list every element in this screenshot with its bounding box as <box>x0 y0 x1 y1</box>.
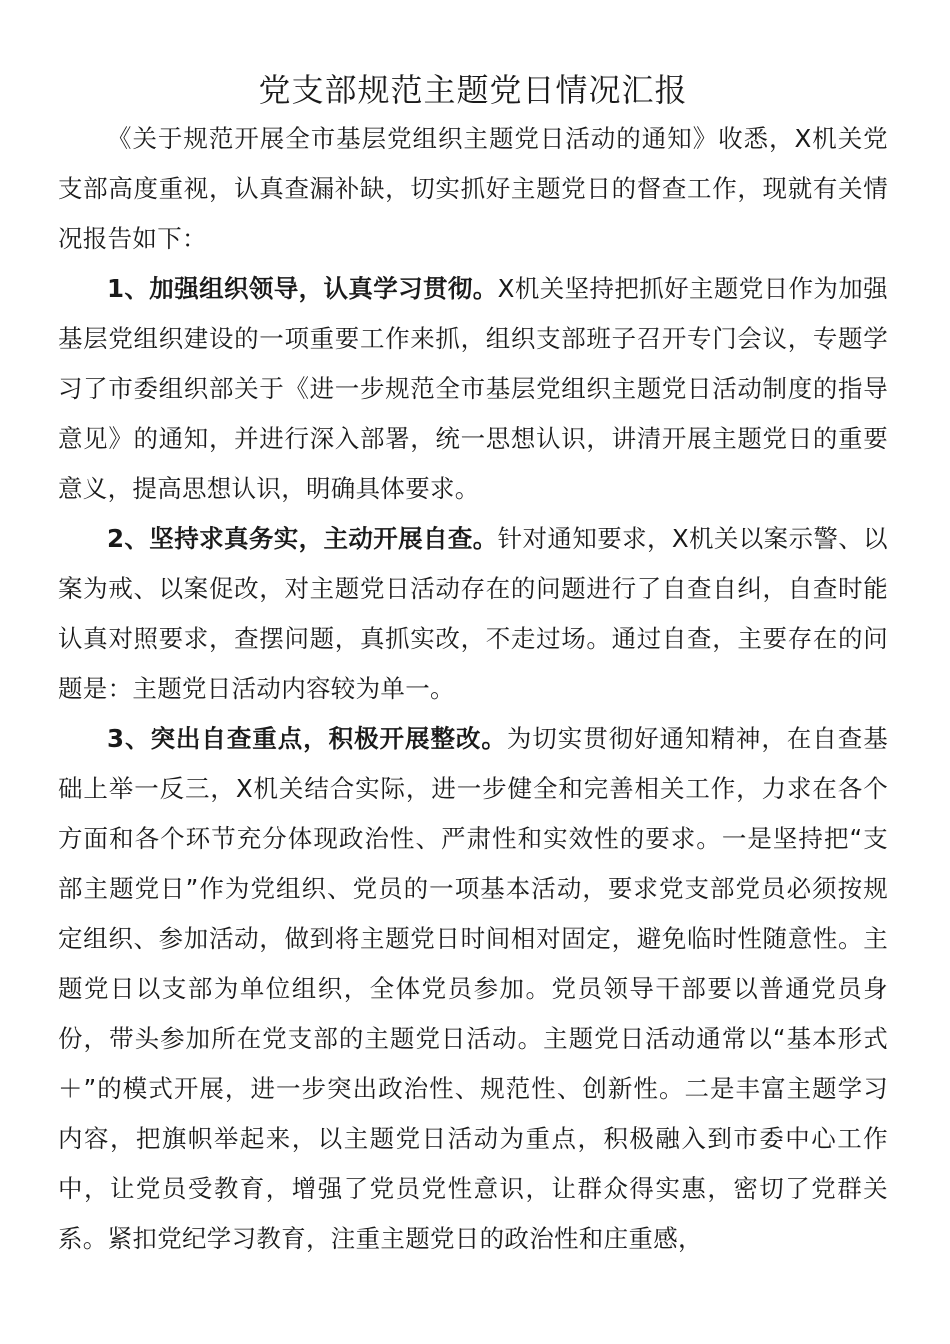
section-1-body: X机关坚持把抓好主题党日作为加强基层党组织建设的一项重要工作来抓，组织支部班子召开专门会议，专题学习了市委组织部关于《进一步规范全市基层党组织主题党日活动制度的指导意见》的通知，并进行深入部署，统一思想认识，讲清开展主题党日的重要意义，提高思想认识，明确具体要求。 <box>58 274 888 503</box>
section-2-heading: 2、坚持求真务实，主动开展自查。 <box>107 524 498 553</box>
section-3-paragraph <box>58 714 888 1264</box>
section-1-heading: 1、加强组织领导，认真学习贯彻。 <box>107 274 498 303</box>
section-1-paragraph <box>58 264 888 514</box>
section-2-paragraph <box>58 514 888 714</box>
section-3-body: 为切实贯彻好通知精神，在自查基础上举一反三，X机关结合实际，进一步健全和完善相关工作，力求在各个方面和各个环节充分体现政治性、严肃性和实效性的要求。一是坚持把“支部主题党日”作为党组织、党员的一项基本活动，要求党支部党员必须按规定组织、参加活动，做到将主题党日时间相对固定，避免临时性随意性。主题党日以支部为单位组织，全体党员参加。党员领导干部要以普通党员身份，带头参加所在党支部的主题党日活动。主题党日活动通常以“基本形式＋”的模式开展，进一步突出政治性、规范性、创新性。二是丰富主题学习内容，把旗帜举起来，以主题党日活动为重点，积极融入到市委中心工作中，让党员受教育，增强了党员党性意识，让群众得实惠，密切了党群关系。紧扣党纪学习教育，注重主题党日的政治性和庄重感， <box>58 724 888 1253</box>
document-title: 党支部规范主题党日情况汇报 <box>258 71 688 109</box>
section-2-body: 针对通知要求，X机关以案示警、以案为戒、以案促改，对主题党日活动存在的问题进行了自查自纠，自查时能认真对照要求，查摆问题，真抓实改，不走过场。通过自查，主要存在的问题是：主题党日活动内容较为单一。 <box>58 524 888 703</box>
section-3-heading: 3、突出自查重点，积极开展整改。 <box>107 724 507 753</box>
intro-paragraph: 《关于规范开展全市基层党组织主题党日活动的通知》收悉，X机关党支部高度重视，认真查漏补缺，切实抓好主题党日的督查工作，现就有关情况报告如下： <box>58 124 888 253</box>
